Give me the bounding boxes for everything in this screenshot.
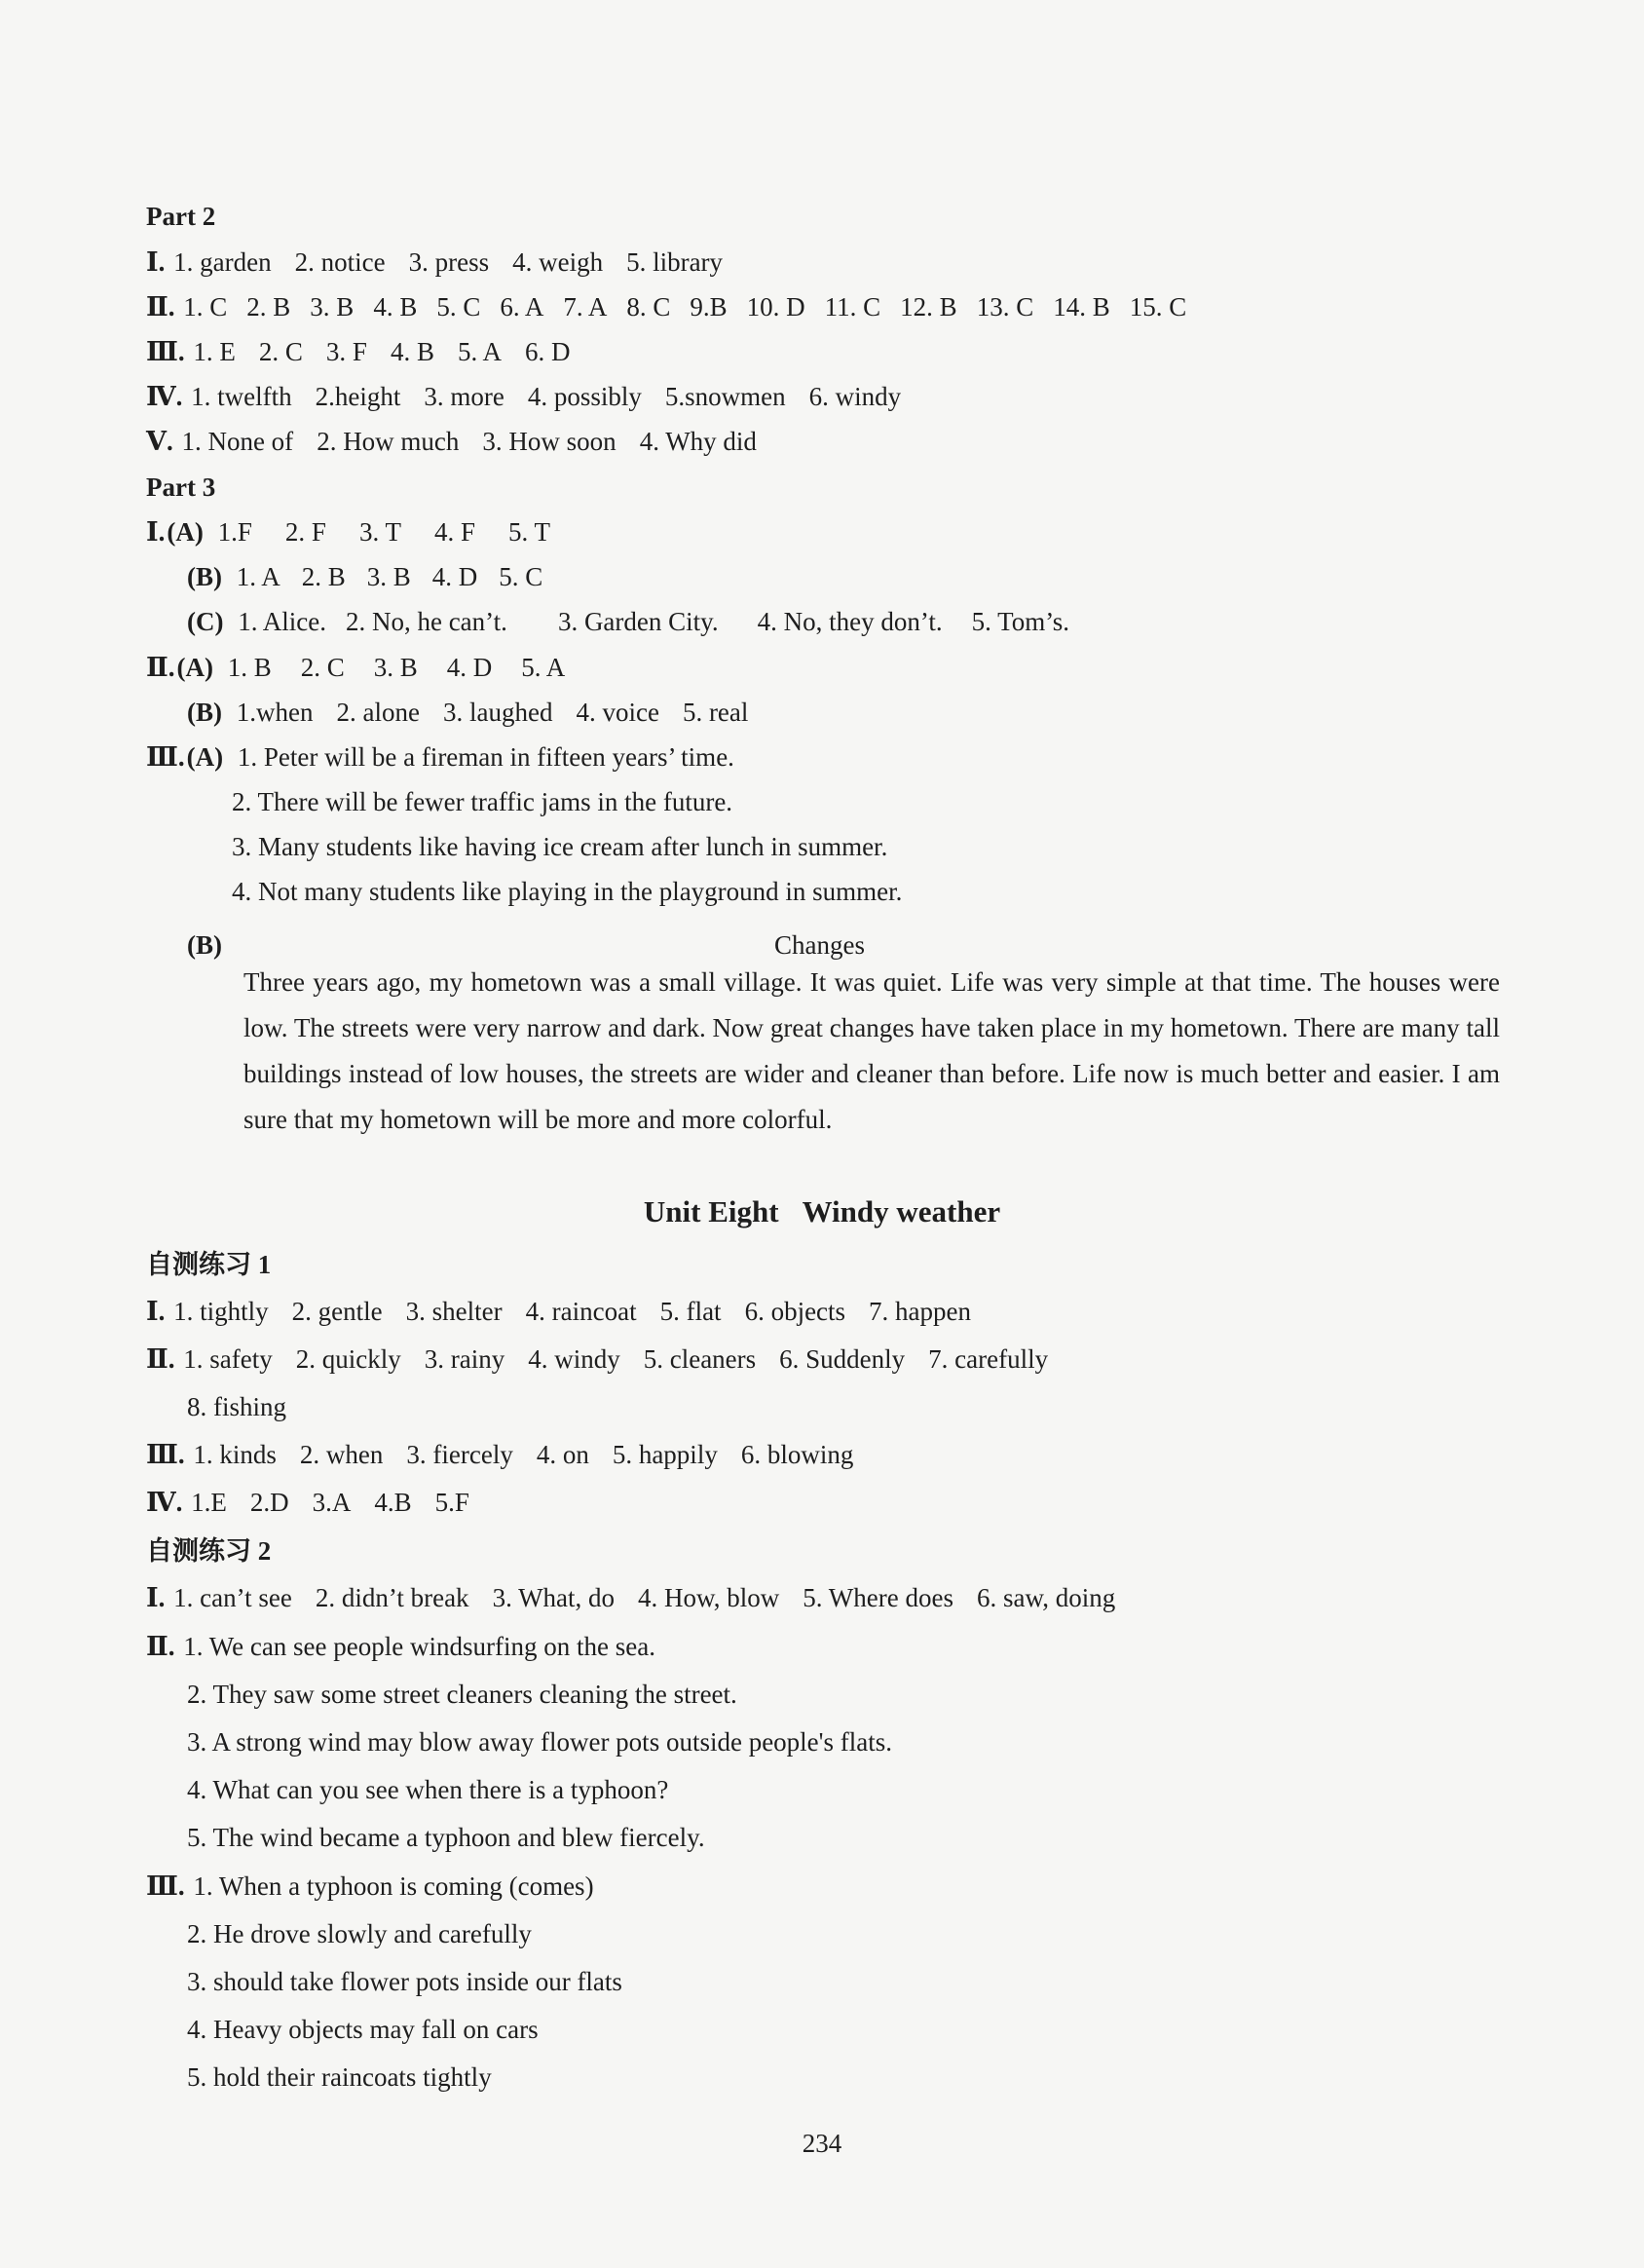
- answer-sentence: 3. Many students like having ice cream after lunch in summer.: [232, 832, 888, 861]
- part3-q2-b: (B) 1.when 2. alone 3. laughed 4. voice 5. real: [187, 693, 771, 732]
- answer-item: 6. saw, doing: [977, 1583, 1116, 1612]
- part2-q5: Ⅴ. 1. None of 2. How much 3. How soon 4. Why did: [146, 422, 780, 461]
- answer-item: 11. C: [824, 292, 881, 321]
- ex2-q2-line1: Ⅱ. 1. We can see people windsurfing on the sea.: [146, 1632, 655, 1661]
- answer-item: 8. C: [626, 292, 671, 321]
- part3-q1-c: (C) 1. Alice. 2. No, he can’t. 3. Garden City. 4. No, they don’t. 5. Tom’s.: [187, 602, 1093, 641]
- answer-item: 10. D: [746, 292, 805, 321]
- answer-item: 1. C: [183, 292, 228, 321]
- answer-item: 3. T: [358, 517, 401, 547]
- answer-item: 5. A: [457, 337, 502, 366]
- answer-sentence: 1. We can see people windsurfing on the sea.: [183, 1632, 655, 1661]
- answer-item: 2. B: [246, 292, 291, 321]
- answer-item: 3. fiercely: [406, 1440, 513, 1469]
- answer-item: 3. more: [424, 382, 504, 411]
- answer-item: 4. possibly: [527, 382, 642, 411]
- answer-item: 2. No, he can’t.: [345, 607, 507, 636]
- answer-sentence: 2. They saw some street cleaners cleaning the street.: [187, 1680, 737, 1709]
- part3-title: Part 3: [146, 472, 216, 502]
- answer-item: 5. C: [436, 292, 481, 321]
- answer-item: 6. A: [500, 292, 544, 321]
- answer-item: 6. D: [524, 337, 571, 366]
- answer-item: 4. on: [536, 1440, 589, 1469]
- part2-title: Part 2: [146, 202, 216, 231]
- answer-item: 3. B: [310, 292, 355, 321]
- answer-sentence: 5. The wind became a typhoon and blew fiercely.: [187, 1823, 705, 1852]
- ex2-q1: Ⅰ. 1. can’t see 2. didn’t break 3. What, do 4. How, blow 5. Where does 6. saw, doing: [146, 1578, 1139, 1617]
- answer-item: 1. garden: [173, 247, 272, 277]
- answer-sentence: 2. He drove slowly and carefully: [187, 1919, 532, 1948]
- answer-item: 4. B: [390, 337, 434, 366]
- answer-item: 12. B: [900, 292, 957, 321]
- answer-item: 5. happily: [612, 1440, 718, 1469]
- answer-item: 7. happen: [869, 1297, 972, 1326]
- answer-item: 5. T: [507, 517, 550, 547]
- answer-item: 3. B: [366, 562, 411, 591]
- answer-item: 5. flat: [659, 1297, 722, 1326]
- answer-item: 4. How, blow: [638, 1583, 780, 1612]
- answer-item: 4. windy: [528, 1344, 620, 1374]
- answer-item: 1. safety: [183, 1344, 273, 1374]
- answer-item: 6. windy: [808, 382, 902, 411]
- answer-item: 1.F: [217, 517, 252, 547]
- answer-item: 1. can’t see: [173, 1583, 292, 1612]
- answer-item: 4. Why did: [639, 427, 757, 456]
- answer-item: 3. press: [408, 247, 490, 277]
- answer-sentence: 4. Heavy objects may fall on cars: [187, 2015, 539, 2044]
- answer-item: 4. voice: [576, 698, 659, 727]
- answer-item: 5. library: [626, 247, 724, 277]
- answer-item: 1.when: [236, 698, 314, 727]
- answer-item: 5. real: [682, 698, 749, 727]
- answer-item: 14. B: [1053, 292, 1110, 321]
- answer-item: 2. B: [301, 562, 346, 591]
- answer-item: 3. laughed: [442, 698, 553, 727]
- answer-item: 3. What, do: [492, 1583, 616, 1612]
- answer-item: 5. cleaners: [643, 1344, 757, 1374]
- unit-title: Unit Eight Windy weather: [643, 1194, 1001, 1228]
- answer-item: 1. A: [236, 562, 280, 591]
- answer-item: 3. F: [325, 337, 367, 366]
- answer-sentence: 3. A strong wind may blow away flower pots outside people's flats.: [187, 1727, 893, 1757]
- answer-item: 4. F: [433, 517, 475, 547]
- answer-item: 2. How much: [317, 427, 460, 456]
- answer-item: 15. C: [1129, 292, 1187, 321]
- answer-item: 2. alone: [336, 698, 420, 727]
- answer-item: 1.E: [191, 1488, 227, 1517]
- answer-item: 1. Alice.: [238, 607, 326, 636]
- page-number: 234: [802, 2129, 842, 2158]
- part3-q1-b: (B) 1. A 2. B 3. B 4. D 5. C: [187, 557, 566, 596]
- answer-item: 4. D: [446, 653, 493, 682]
- part3-q3-b-label: (B): [187, 930, 222, 960]
- answer-item: 3. How soon: [482, 427, 616, 456]
- exercise-1-title: 自测练习 1: [146, 1250, 272, 1279]
- answer-sentence: 2. There will be fewer traffic jams in the future.: [232, 787, 733, 816]
- answer-item: 5.F: [434, 1488, 469, 1517]
- answer-item: 5.snowmen: [664, 382, 786, 411]
- part2-q1: Ⅰ. 1. garden 2. notice 3. press 4. weigh 5. library: [146, 243, 746, 282]
- ex1-q2: Ⅱ. 1. safety 2. quickly 3. rainy 4. windy 5. cleaners 6. Suddenly 7. carefully: [146, 1340, 1071, 1379]
- answer-item: 6. blowing: [740, 1440, 854, 1469]
- answer-item: 5. C: [499, 562, 543, 591]
- answer-item: 4. B: [373, 292, 418, 321]
- essay-title: Changes: [774, 930, 865, 960]
- ex1-q1: Ⅰ. 1. tightly 2. gentle 3. shelter 4. raincoat 5. flat 6. objects 7. happen: [146, 1292, 994, 1331]
- part3-q3-a-line1: Ⅲ.(A) 1. Peter will be a fireman in fifteen years’ time.: [146, 742, 734, 772]
- answer-item: 4.B: [374, 1488, 412, 1517]
- answer-item: 2. when: [299, 1440, 384, 1469]
- exercise-2-title: 自测练习 2: [146, 1536, 272, 1566]
- part2-q3: Ⅲ. 1. E 2. C 3. F 4. B 5. A 6. D: [146, 332, 593, 371]
- answer-item: 1. None of: [181, 427, 294, 456]
- ex1-q3: Ⅲ. 1. kinds 2. when 3. fiercely 4. on 5. happily 6. blowing: [146, 1435, 877, 1474]
- answer-sentence: 4. What can you see when there is a typhoon?: [187, 1775, 669, 1804]
- answer-item: 4. weigh: [512, 247, 604, 277]
- ex1-q4: Ⅳ. 1.E 2.D 3.A 4.B 5.F: [146, 1483, 493, 1522]
- answer-item: 6. Suddenly: [779, 1344, 906, 1374]
- answer-sentence: 5. hold their raincoats tightly: [187, 2062, 492, 2092]
- answer-item: 3. Garden City.: [557, 607, 719, 636]
- answer-item: 7. A: [563, 292, 608, 321]
- answer-item: 4. No, they don’t.: [757, 607, 943, 636]
- answer-item: 5. Tom’s.: [971, 607, 1070, 636]
- answer-item: 1. kinds: [193, 1440, 277, 1469]
- answer-item: 2.height: [315, 382, 401, 411]
- answer-item: 5. A: [521, 653, 566, 682]
- answer-item: 2. C: [258, 337, 303, 366]
- answer-item: 3. shelter: [405, 1297, 503, 1326]
- answer-item: 8. fishing: [187, 1392, 287, 1421]
- answer-sentence: 1. Peter will be a fireman in fifteen years’ time.: [237, 742, 734, 772]
- answer-item: 3. rainy: [424, 1344, 505, 1374]
- answer-item: 13. C: [976, 292, 1034, 321]
- answer-item: 2. quickly: [295, 1344, 401, 1374]
- answer-item: 4. raincoat: [525, 1297, 637, 1326]
- part3-q2-a: Ⅱ.(A) 1. B 2. C 3. B 4. D 5. A: [146, 648, 588, 687]
- answer-item: 9.B: [690, 292, 728, 321]
- part2-q2: Ⅱ. 1. C 2. B 3. B 4. B 5. C 6. A 7. A 8. C 9.B 10. D 11. C 12. B 13. C 14. B 15. C: [146, 287, 1186, 326]
- answer-item: 1. tightly: [173, 1297, 269, 1326]
- answer-item: 1. E: [193, 337, 236, 366]
- answer-item: 7. carefully: [928, 1344, 1049, 1374]
- answer-sentence: 4. Not many students like playing in the playground in summer.: [232, 877, 903, 906]
- answer-item: 4. D: [431, 562, 478, 591]
- answer-sentence: 3. should take flower pots inside our flats: [187, 1967, 622, 1996]
- essay-paragraph: Three years ago, my hometown was a small village. It was quiet. Life was very simple at that time. The houses were low. The streets were very narrow and dark. Now great changes have taken place in my hometown. There are many tall buildings instead of low houses, the streets are wider and cleaner than before. Life now is much better and easier. I am sure that my hometown will be more and more colorful.: [243, 967, 1500, 1134]
- answer-item: 2. notice: [294, 247, 386, 277]
- answer-sentence: 1. When a typhoon is coming (comes): [193, 1871, 594, 1901]
- part2-q4: Ⅳ. 1. twelfth 2.height 3. more 4. possibly 5.snowmen 6. windy: [146, 377, 924, 416]
- answer-item: 5. Where does: [803, 1583, 953, 1612]
- answer-item: 2. didn’t break: [315, 1583, 469, 1612]
- answer-item: 3. B: [373, 653, 418, 682]
- answer-item: 6. objects: [744, 1297, 846, 1326]
- answer-item: 2. C: [300, 653, 345, 682]
- answer-item: 1. twelfth: [191, 382, 292, 411]
- answer-item: 2. F: [284, 517, 326, 547]
- part3-q1-a: Ⅰ.(A) 1.F 2. F 3. T 4. F 5. T: [146, 512, 574, 551]
- ex2-q3-line1: Ⅲ. 1. When a typhoon is coming (comes): [146, 1871, 594, 1901]
- answer-item: 2. gentle: [291, 1297, 383, 1326]
- answer-item: 3.A: [312, 1488, 352, 1517]
- answer-item: 1. B: [227, 653, 272, 682]
- answer-item: 2.D: [249, 1488, 289, 1517]
